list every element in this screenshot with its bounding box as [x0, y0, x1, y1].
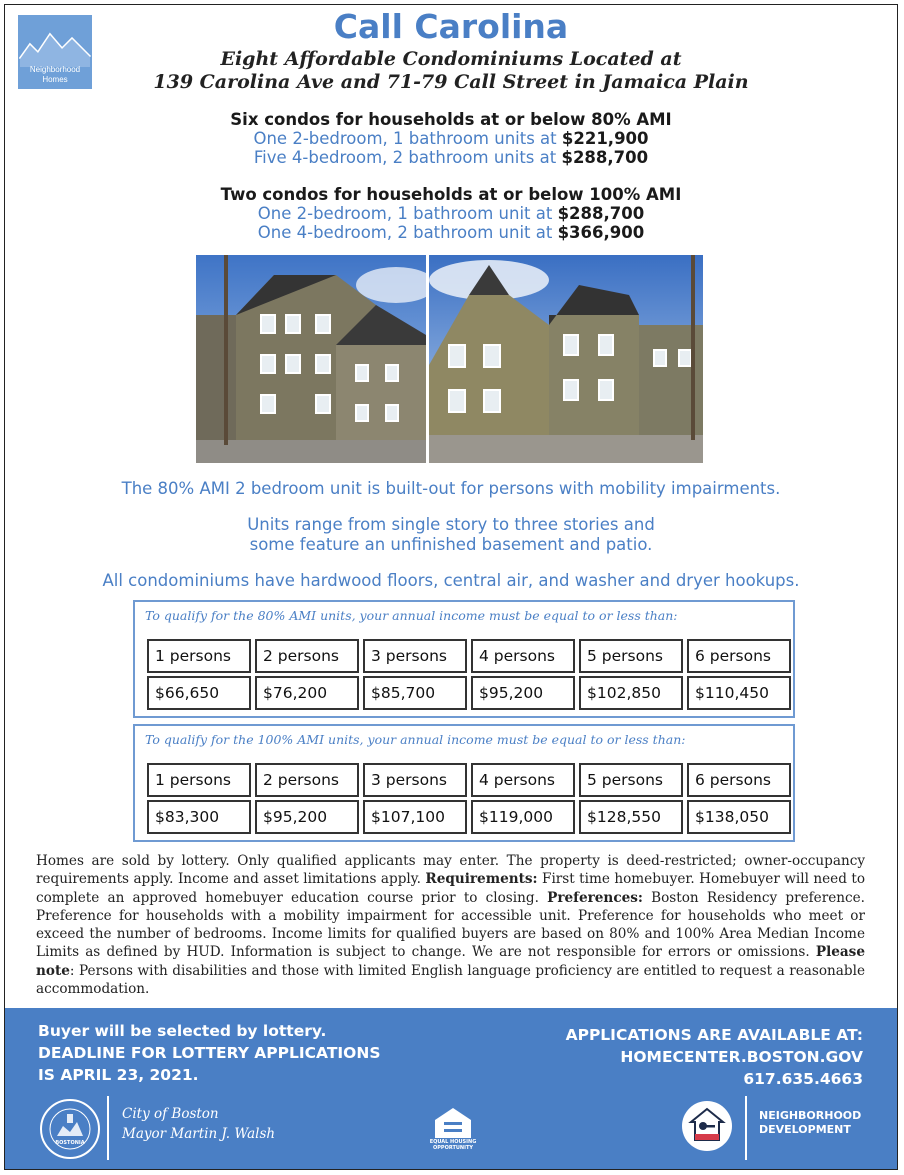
city-of-boston-text: [122, 1104, 275, 1144]
subtitle-line2: 139 Carolina Ave and 71-79 Call Street in Jamaica Plain: [153, 71, 749, 93]
city-name: City of Boston: [122, 1106, 219, 1122]
equal-housing-house-icon: [427, 1106, 479, 1140]
equal-housing-line1: EQUAL HOUSING: [429, 1139, 477, 1145]
neighborhood-development-logo: [681, 1100, 733, 1152]
income-table-80: [133, 600, 795, 718]
group1-line2-text: Five 4-bedroom, 2 bathroom units at: [253, 148, 562, 167]
group2-line2-price: $366,900: [557, 223, 645, 242]
requirements-label: Requirements:: [425, 871, 538, 888]
table100-value-cell: $83,300: [147, 800, 251, 834]
city-of-boston-seal: [39, 1098, 101, 1160]
table80-value-cell: $66,650: [147, 676, 251, 710]
please-note-label: Please note: [36, 944, 865, 979]
group1-line2: [5, 148, 897, 167]
table80-value-cell: $95,200: [471, 676, 575, 710]
neighborhood-development-text: [759, 1109, 861, 1137]
footer-banner: [5, 1008, 897, 1170]
building-photo-left: [196, 255, 426, 463]
nd-line1: NEIGHBORHOOD: [759, 1109, 862, 1122]
subtitle-line1: Eight Affordable Condominiums Located at: [220, 48, 682, 70]
fine-print: [36, 852, 865, 998]
table80-value-cell: $76,200: [255, 676, 359, 710]
group2-heading: Two condos for households at or below 100% AMI: [220, 185, 682, 204]
equal-housing-logo: [427, 1106, 479, 1158]
table100-header-cell: 5 persons: [579, 763, 683, 797]
table100-value-cell: $138,050: [687, 800, 791, 834]
page-title: Call Carolina: [333, 7, 569, 46]
income-table-100: [133, 724, 795, 842]
table80-header-cell: 4 persons: [471, 639, 575, 673]
table100-value-cell: $128,550: [579, 800, 683, 834]
logo-text-line1: Neighborhood: [29, 65, 81, 74]
house-key-icon: [681, 1100, 733, 1152]
feature-stories-line1: Units range from single story to three stories and: [247, 515, 655, 534]
table80-header-cell: 1 persons: [147, 639, 251, 673]
table80-value-cell: $85,700: [363, 676, 467, 710]
seal-text: BOSTONIA: [55, 1140, 85, 1146]
table100-header-cell: 1 persons: [147, 763, 251, 797]
table80-header-cell: 5 persons: [579, 639, 683, 673]
table100-header-cell: 2 persons: [255, 763, 359, 797]
fine-print-preferences: Boston Residency preference. Preference for households with a mobility impairment for accessible unit. Preference for households who meet or exceed the number of bedrooms. Income limits for qualified buyers are based on 80% and 100% Area Median Income Limits as defined by HUD. Information is subject to change. We are not responsible for errors or omissions.: [36, 889, 866, 961]
table80-header-cell: 2 persons: [255, 639, 359, 673]
group1-heading: Six condos for households at or below 80% AMI: [230, 110, 672, 129]
lottery-deadline-line2: DEADLINE FOR LOTTERY APPLICATIONS: [38, 1044, 381, 1062]
table80-header-cell: 3 persons: [363, 639, 467, 673]
group1-line1: [5, 129, 897, 148]
table80-value-cell: $110,450: [687, 676, 791, 710]
table80-header-cell: 6 persons: [687, 639, 791, 673]
group1-line1-price: $221,900: [561, 129, 649, 148]
group2-line2: [5, 223, 897, 242]
income-table-100-caption: To qualify for the 100% AMI units, your annual income must be equal to or less than:: [145, 732, 686, 747]
feature-amenities: All condominiums have hardwood floors, central air, and washer and dryer hookups.: [102, 571, 800, 590]
nd-line2: DEVELOPMENT: [759, 1123, 851, 1136]
income-table-80-caption: To qualify for the 80% AMI units, your annual income must be equal to or less than:: [145, 608, 678, 623]
lottery-deadline-line3: IS APRIL 23, 2021.: [38, 1066, 199, 1084]
table100-value-cell: $107,100: [363, 800, 467, 834]
group2-line1-text: One 2-bedroom, 1 bathroom unit at: [257, 204, 558, 223]
footer-divider: [745, 1096, 747, 1160]
applications-phone[interactable]: 617.635.4663: [743, 1070, 863, 1088]
group2-line2-text: One 4-bedroom, 2 bathroom unit at: [257, 223, 558, 242]
equal-housing-line2: OPPORTUNITY: [432, 1145, 473, 1151]
logo-text-line2: Homes: [42, 75, 68, 84]
applications-heading: APPLICATIONS ARE AVAILABLE AT:: [565, 1026, 863, 1044]
footer-divider: [107, 1096, 109, 1160]
equal-housing-text: [421, 1139, 485, 1151]
preferences-label: Preferences:: [547, 889, 643, 906]
group1-line2-price: $288,700: [561, 148, 649, 167]
lottery-line1: Buyer will be selected by lottery.: [38, 1022, 327, 1040]
table100-header-cell: 3 persons: [363, 763, 467, 797]
feature-mobility: The 80% AMI 2 bedroom unit is built-out for persons with mobility impairments.: [121, 479, 781, 498]
fine-print-requirements: First time homebuyer. Homebuyer will need to complete an approved homebuyer education course prior to closing.: [36, 871, 865, 906]
mayor-name: Mayor Martin J. Walsh: [122, 1126, 276, 1142]
flyer-page: [4, 4, 898, 1170]
group1-line1-text: One 2-bedroom, 1 bathroom units at: [253, 129, 562, 148]
group2-line1: [5, 204, 897, 223]
table100-value-cell: $95,200: [255, 800, 359, 834]
table100-header-cell: 4 persons: [471, 763, 575, 797]
fine-print-note: : Persons with disabilities and those with limited English language proficiency are entitled to request a reasonable accommodation.: [36, 962, 865, 998]
building-photo-right: [429, 255, 703, 463]
table100-value-cell: $119,000: [471, 800, 575, 834]
fine-print-intro: Homes are sold by lottery. Only qualified applicants may enter. The property is deed-restricted; owner-occupancy requirements apply. Income and asset limitations apply.: [36, 853, 865, 888]
table80-value-cell: $102,850: [579, 676, 683, 710]
table100-header-cell: 6 persons: [687, 763, 791, 797]
applications-website[interactable]: HOMECENTER.BOSTON.GOV: [620, 1048, 863, 1066]
group2-line1-price: $288,700: [557, 204, 645, 223]
feature-stories-line2: some feature an unfinished basement and patio.: [249, 535, 653, 554]
